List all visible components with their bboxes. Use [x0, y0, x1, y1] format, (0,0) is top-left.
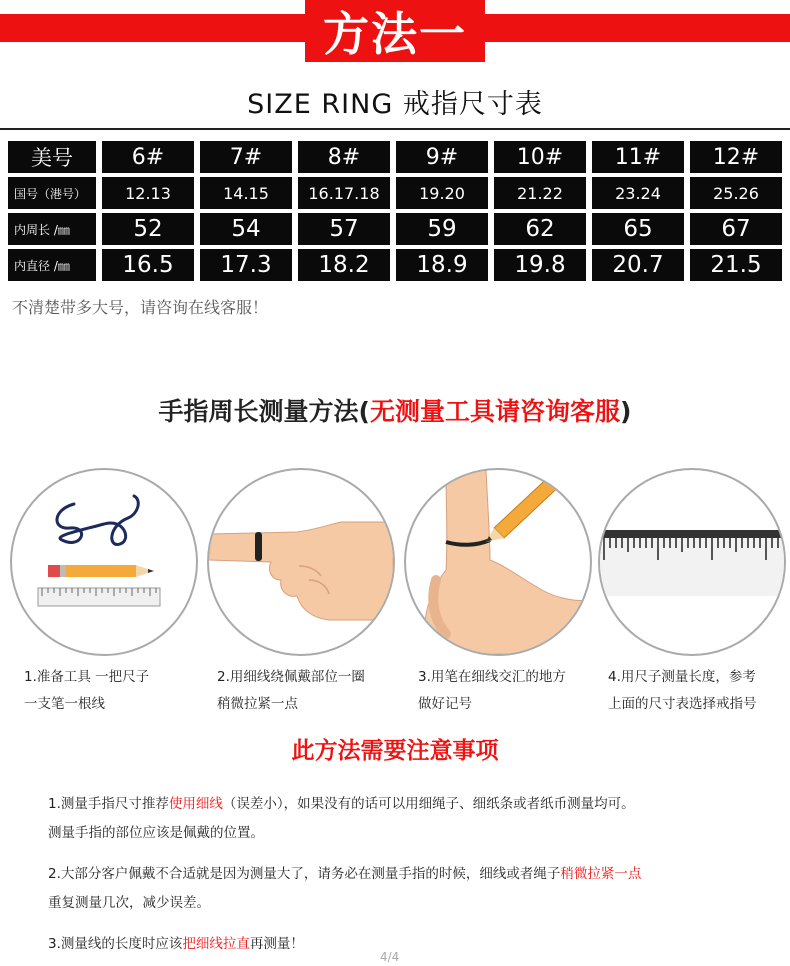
method-title-end: ) [620, 397, 632, 426]
size-cell: 18.9 [396, 249, 488, 281]
size-cell: 14.15 [200, 177, 292, 209]
size-cell: 16.17.18 [298, 177, 390, 209]
note-item [48, 790, 768, 848]
size-cell: 52 [102, 213, 194, 245]
size-cell: 62 [494, 213, 586, 245]
table-row [8, 177, 782, 209]
step-illustration-wrap [207, 468, 395, 656]
method-title-main: 手指周长测量方法( [158, 397, 370, 426]
step-line: 做好记号 [418, 696, 472, 712]
size-cell: 11# [592, 141, 684, 173]
step-line: 稍微拉紧一点 [217, 696, 298, 712]
tape-measure-icon [600, 530, 784, 596]
ruler-icon [38, 588, 160, 606]
table-note: 不清楚带多大号，请咨询在线客服！ [12, 298, 269, 317]
row-label: 内周长 /㎜ [8, 213, 96, 245]
size-cell: 57 [298, 213, 390, 245]
note-item [48, 930, 768, 959]
size-cell: 65 [592, 213, 684, 245]
size-cell: 16.5 [102, 249, 194, 281]
hand-icon [209, 522, 393, 620]
size-cell: 21.22 [494, 177, 586, 209]
notes-title: 此方法需要注意事项 [291, 738, 499, 764]
size-cell: 20.7 [592, 249, 684, 281]
row-label: 美号 [8, 141, 96, 173]
note-text: 2.大部分客户佩戴不合适就是因为测量大了，请务必在测量手指的时候，细线或者绳子 [48, 866, 561, 882]
note-item [48, 860, 768, 918]
thread-icon [57, 496, 138, 544]
step-illustration-measure [598, 468, 786, 656]
step-illustration-tools [10, 468, 198, 656]
size-cell: 8# [298, 141, 390, 173]
size-cell: 18.2 [298, 249, 390, 281]
row-label: 国号（港号） [8, 177, 96, 209]
step-line: 4.用尺子测量长度，参考 [608, 669, 756, 685]
step-illustration-mark [404, 468, 592, 656]
note-text: （误差小），如果没有的话可以用细绳子、细纸条或者纸币测量均可。 [222, 796, 635, 812]
pencil-icon [486, 470, 566, 542]
size-cell: 19.20 [396, 177, 488, 209]
size-cell: 19.8 [494, 249, 586, 281]
table-row [8, 249, 782, 281]
method-banner-label: 方法一 [323, 7, 467, 61]
size-cell: 12# [690, 141, 782, 173]
divider [0, 128, 790, 130]
note-text: 再测量！ [249, 936, 304, 952]
note-highlight: 把细线拉直 [182, 936, 250, 952]
step-line: 上面的尺寸表选择戒指号 [608, 696, 757, 712]
thread-ring-icon [255, 532, 262, 561]
step-2-text [217, 664, 407, 718]
method-title [0, 392, 790, 428]
size-chart-title: SIZE RING 戒指尺寸表 [247, 89, 543, 120]
size-cell: 23.24 [592, 177, 684, 209]
note-highlight: 稍微拉紧一点 [560, 866, 642, 882]
size-cell: 9# [396, 141, 488, 173]
page-indicator: 4/4 [380, 950, 400, 964]
size-cell: 25.26 [690, 177, 782, 209]
method-title-highlight: 无测量工具请咨询客服 [369, 397, 620, 426]
note-text: 重复测量几次，减少误差。 [48, 895, 210, 911]
pencil-icon [48, 565, 154, 577]
step-1-text [24, 664, 194, 718]
size-cell: 21.5 [690, 249, 782, 281]
step-line: 1.准备工具 一把尺子 [24, 669, 150, 685]
size-cell: 17.3 [200, 249, 292, 281]
size-cell: 59 [396, 213, 488, 245]
size-cell: 6# [102, 141, 194, 173]
note-text: 测量手指的部位应该是佩戴的位置。 [48, 825, 264, 841]
step-line: 一支笔一根线 [24, 696, 105, 712]
size-cell: 54 [200, 213, 292, 245]
finger-mark-icon [424, 470, 590, 654]
size-cell: 10# [494, 141, 586, 173]
note-text: 3.测量线的长度时应该 [48, 936, 183, 952]
note-highlight: 使用细线 [168, 796, 223, 812]
table-row [8, 213, 782, 245]
size-cell: 67 [690, 213, 782, 245]
step-3-text [418, 664, 598, 718]
step-4-text [608, 664, 788, 718]
method-banner [305, 0, 485, 62]
step-line: 3.用笔在细线交汇的地方 [418, 669, 566, 685]
row-label: 内直径 /㎜ [8, 249, 96, 281]
size-cell: 7# [200, 141, 292, 173]
table-row [8, 141, 782, 173]
size-table [2, 137, 788, 285]
note-text: 1.测量手指尺寸推荐 [48, 796, 169, 812]
size-cell: 12.13 [102, 177, 194, 209]
step-line: 2.用细线绕佩戴部位一圈 [217, 669, 365, 685]
